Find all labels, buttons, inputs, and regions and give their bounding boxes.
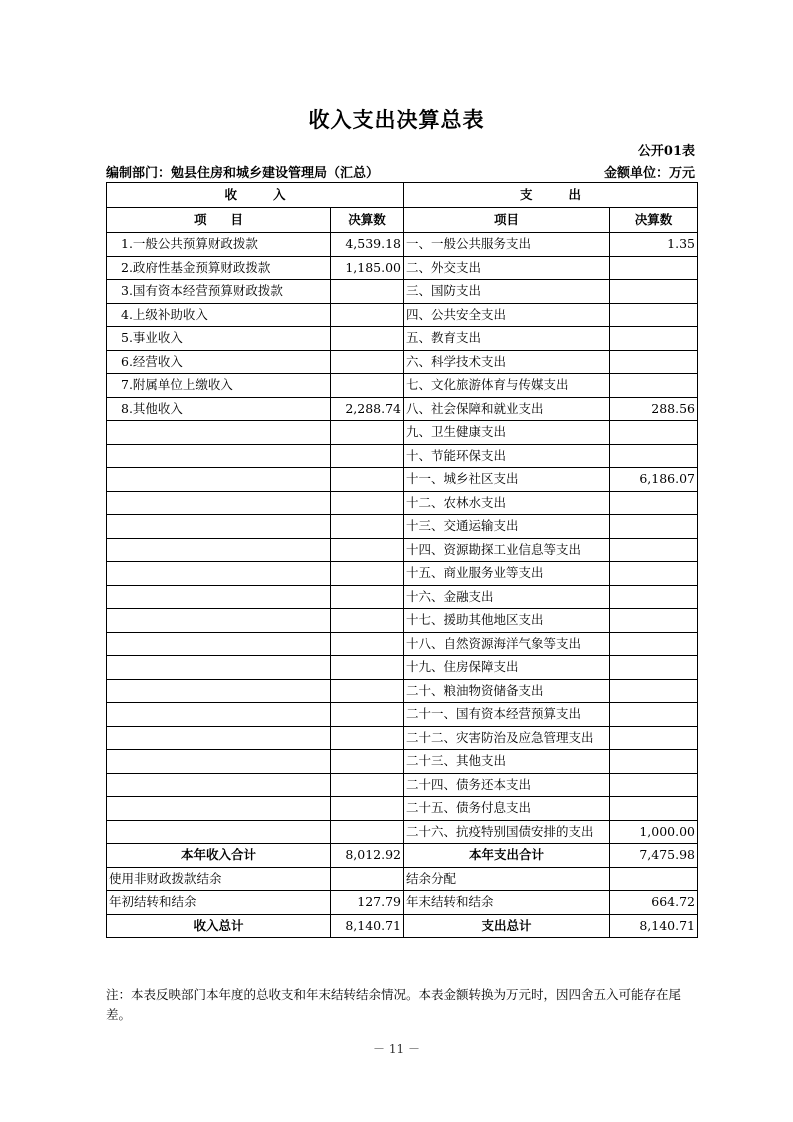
expense-amount-cell: [610, 491, 698, 515]
expense-item-header: 项目: [404, 208, 610, 233]
income-amount-cell: [331, 656, 404, 680]
expense-item-cell: 十六、金融支出: [404, 585, 610, 609]
income-item-cell: [107, 515, 331, 539]
income-header-a: 收: [224, 187, 237, 202]
expense-amount-cell: 6,186.07: [610, 468, 698, 492]
table-row: [107, 632, 698, 656]
income-item-cell: 5.事业收入: [107, 327, 331, 351]
table-row: [107, 656, 698, 680]
expense-amount-cell: 1.35: [610, 233, 698, 257]
year-income-label: 本年收入合计: [107, 844, 331, 868]
item-header-b: 目: [230, 212, 244, 227]
expense-total-label: 支出总计: [404, 914, 610, 938]
expense-item-cell: 九、卫生健康支出: [404, 421, 610, 445]
table-row: [107, 609, 698, 633]
table-row: [107, 773, 698, 797]
expense-item-cell: 六、科学技术支出: [404, 350, 610, 374]
income-amount-cell: [331, 797, 404, 821]
table-row: [107, 468, 698, 492]
expense-item-cell: 八、社会保障和就业支出: [404, 397, 610, 421]
income-item-cell: [107, 444, 331, 468]
table-row: [107, 585, 698, 609]
table-row: [107, 538, 698, 562]
end-balance-label: 年末结转和结余: [404, 891, 610, 915]
income-amount-cell: [331, 679, 404, 703]
expense-item-cell: 二十五、债务付息支出: [404, 797, 610, 821]
year-expense-label: 本年支出合计: [404, 844, 610, 868]
distribution-label: 结余分配: [404, 867, 610, 891]
income-amount-cell: [331, 703, 404, 727]
table-subheader-row: [107, 208, 698, 233]
income-amount-cell: [331, 280, 404, 304]
year-income-value: 8,012.92: [331, 844, 404, 868]
income-item-cell: [107, 585, 331, 609]
income-item-header: [107, 208, 331, 233]
income-item-cell: 1.一般公共预算财政拨款: [107, 233, 331, 257]
income-amount-cell: [331, 538, 404, 562]
table-row: [107, 444, 698, 468]
income-item-cell: [107, 468, 331, 492]
table-row: [107, 679, 698, 703]
income-amount-cell: [331, 726, 404, 750]
expense-item-cell: 十二、农林水支出: [404, 491, 610, 515]
expense-header: [404, 183, 698, 208]
table-row: [107, 256, 698, 280]
income-item-cell: 7.附属单位上缴收入: [107, 374, 331, 398]
income-item-cell: [107, 773, 331, 797]
expense-header-b: 出: [568, 187, 582, 202]
expense-item-cell: 二十三、其他支出: [404, 750, 610, 774]
expense-amount-cell: [610, 750, 698, 774]
table-row: [107, 233, 698, 257]
income-item-cell: 2.政府性基金预算财政拨款: [107, 256, 331, 280]
expense-amount-cell: [610, 256, 698, 280]
item-header-a: 项: [193, 212, 207, 227]
income-amount-cell: [331, 773, 404, 797]
expense-item-cell: 二十、粮油物资储备支出: [404, 679, 610, 703]
year-expense-value: 7,475.98: [610, 844, 698, 868]
expense-amount-cell: 288.56: [610, 397, 698, 421]
expense-item-cell: 十、节能环保支出: [404, 444, 610, 468]
footnote: 注：本表反映部门本年度的总收支和年末结转结余情况。本表金额转换为万元时，因四舍五入可能存在尾差。: [106, 987, 682, 1022]
income-item-cell: [107, 562, 331, 586]
expense-amount-cell: [610, 656, 698, 680]
year-total-row: [107, 844, 698, 868]
expense-header-a: 支: [519, 187, 533, 202]
page-title: 收入支出决算总表: [308, 107, 485, 132]
expense-amount-cell: [610, 303, 698, 327]
expense-item-cell: 十七、援助其他地区支出: [404, 609, 610, 633]
expense-item-cell: 二、外交支出: [404, 256, 610, 280]
table-row: [107, 350, 698, 374]
expense-amount-cell: [610, 585, 698, 609]
expense-item-cell: 十三、交通运输支出: [404, 515, 610, 539]
expense-amount-cell: [610, 350, 698, 374]
expense-amount-cell: [610, 726, 698, 750]
expense-item-cell: 四、公共安全支出: [404, 303, 610, 327]
income-item-cell: [107, 726, 331, 750]
table-row: [107, 515, 698, 539]
expense-item-cell: 十四、资源勘探工业信息等支出: [404, 538, 610, 562]
income-item-cell: 8.其他收入: [107, 397, 331, 421]
expense-item-cell: 七、文化旅游体育与传媒支出: [404, 374, 610, 398]
expense-item-cell: 二十四、债务还本支出: [404, 773, 610, 797]
income-amount-cell: [331, 632, 404, 656]
expense-amount-header: 决算数: [610, 208, 698, 233]
income-amount-cell: 1,185.00: [331, 256, 404, 280]
income-amount-header: 决算数: [331, 208, 404, 233]
expense-item-cell: 二十一、国有资本经营预算支出: [404, 703, 610, 727]
income-amount-cell: [331, 444, 404, 468]
income-amount-cell: 2,288.74: [331, 397, 404, 421]
income-item-cell: [107, 656, 331, 680]
table-header-row: [107, 183, 698, 208]
income-amount-cell: [331, 303, 404, 327]
expense-amount-cell: [610, 515, 698, 539]
department-label: 编制部门：勉县住房和城乡建设管理局（汇总）: [106, 166, 380, 181]
table-row: [107, 491, 698, 515]
table-row: [107, 703, 698, 727]
income-amount-cell: [331, 327, 404, 351]
income-amount-cell: [331, 421, 404, 445]
income-amount-cell: [331, 562, 404, 586]
income-amount-cell: [331, 820, 404, 844]
table-row: [107, 374, 698, 398]
income-item-cell: 4.上级补助收入: [107, 303, 331, 327]
income-amount-cell: [331, 491, 404, 515]
expense-item-cell: 十一、城乡社区支出: [404, 468, 610, 492]
expense-item-cell: 一、一般公共服务支出: [404, 233, 610, 257]
nonfiscal-label: 使用非财政拨款结余: [107, 867, 331, 891]
expense-amount-cell: [610, 679, 698, 703]
income-item-cell: 6.经营收入: [107, 350, 331, 374]
expense-amount-cell: [610, 421, 698, 445]
table-row: [107, 303, 698, 327]
income-item-cell: [107, 421, 331, 445]
income-total-label: 收入总计: [107, 914, 331, 938]
begin-balance-value: 127.79: [331, 891, 404, 915]
table-row: [107, 397, 698, 421]
income-amount-cell: 4,539.18: [331, 233, 404, 257]
expense-amount-cell: [610, 773, 698, 797]
income-amount-cell: [331, 468, 404, 492]
expense-item-cell: 三、国防支出: [404, 280, 610, 304]
expense-amount-cell: [610, 280, 698, 304]
expense-item-cell: 二十二、灾害防治及应急管理支出: [404, 726, 610, 750]
table-row: [107, 327, 698, 351]
income-item-cell: [107, 632, 331, 656]
unit-label: 金额单位：万元: [603, 166, 695, 181]
expense-amount-cell: [610, 327, 698, 351]
nonfiscal-row: [107, 867, 698, 891]
table-row: [107, 280, 698, 304]
end-balance-value: 664.72: [610, 891, 698, 915]
income-header-b: 入: [273, 187, 286, 202]
expense-amount-cell: [610, 374, 698, 398]
income-header: [107, 183, 404, 208]
expense-amount-cell: [610, 562, 698, 586]
income-item-cell: [107, 679, 331, 703]
form-number: 公开01表: [637, 144, 695, 159]
expense-amount-cell: [610, 797, 698, 821]
grand-total-row: [107, 914, 698, 938]
income-amount-cell: [331, 374, 404, 398]
income-item-cell: [107, 609, 331, 633]
income-item-cell: [107, 797, 331, 821]
income-amount-cell: [331, 750, 404, 774]
expense-total-value: 8,140.71: [610, 914, 698, 938]
expense-item-cell: 五、教育支出: [404, 327, 610, 351]
expense-item-cell: 二十六、抗疫特别国债安排的支出: [404, 820, 610, 844]
table-row: [107, 797, 698, 821]
table-row: [107, 750, 698, 774]
expense-item-cell: 十八、自然资源海洋气象等支出: [404, 632, 610, 656]
income-item-cell: [107, 820, 331, 844]
income-amount-cell: [331, 585, 404, 609]
table-row: [107, 820, 698, 844]
income-item-cell: [107, 538, 331, 562]
income-item-cell: [107, 491, 331, 515]
income-amount-cell: [331, 515, 404, 539]
expense-amount-cell: [610, 632, 698, 656]
expense-amount-cell: [610, 538, 698, 562]
page-number: － 11 －: [373, 1042, 420, 1056]
income-item-cell: [107, 750, 331, 774]
income-amount-cell: [331, 350, 404, 374]
expense-amount-cell: 1,000.00: [610, 820, 698, 844]
income-expense-table: [106, 182, 698, 938]
table-row: [107, 726, 698, 750]
distribution-value: [610, 867, 698, 891]
expense-item-cell: 十九、住房保障支出: [404, 656, 610, 680]
expense-amount-cell: [610, 444, 698, 468]
nonfiscal-value: [331, 867, 404, 891]
income-total-value: 8,140.71: [331, 914, 404, 938]
table-row: [107, 421, 698, 445]
table-row: [107, 562, 698, 586]
begin-balance-label: 年初结转和结余: [107, 891, 331, 915]
carryover-row: [107, 891, 698, 915]
income-amount-cell: [331, 609, 404, 633]
expense-amount-cell: [610, 609, 698, 633]
income-item-cell: 3.国有资本经营预算财政拨款: [107, 280, 331, 304]
income-item-cell: [107, 703, 331, 727]
expense-amount-cell: [610, 703, 698, 727]
expense-item-cell: 十五、商业服务业等支出: [404, 562, 610, 586]
